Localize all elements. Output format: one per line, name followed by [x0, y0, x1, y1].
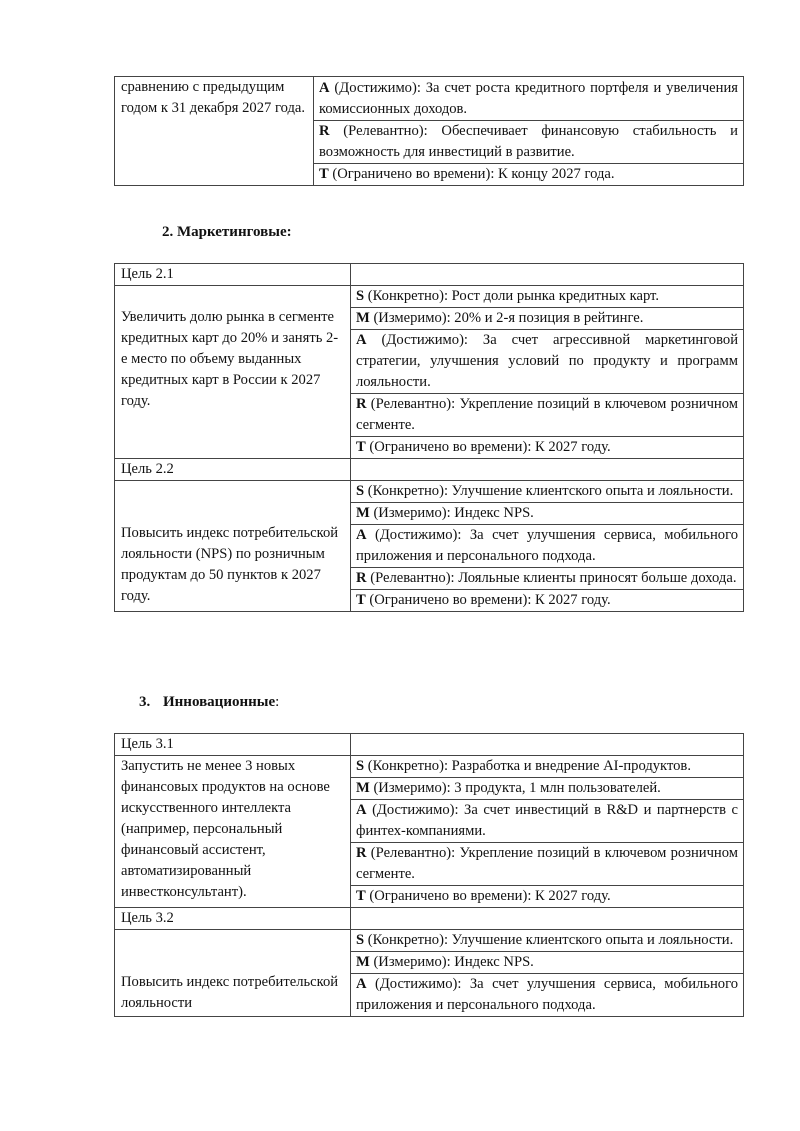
- criteria-row: T (Ограничено во времени): К 2027 году.: [356, 888, 611, 904]
- goal-text-cell: [115, 77, 314, 186]
- goal-text-cell: [115, 286, 351, 459]
- goal-text: Запустить не менее 3 новых финансовых продуктов на основе искусственного интеллекта (например, персональный финансовый ассистент, автоматизированный инвестконсультант).: [121, 758, 330, 900]
- criteria-row: A (Достижимо): За счет инвестиций в R&D и партнерств с финтех-компаниями.: [351, 800, 743, 843]
- criteria-row: S (Конкретно): Улучшение клиентского опыта и лояльности.: [351, 930, 743, 952]
- criteria-list: [351, 930, 743, 1016]
- goals-table-3: [114, 733, 744, 1017]
- goal-text: сравнению с предыдущим годом к 31 декабря 2027 года.: [121, 79, 306, 116]
- criteria-row: M (Измеримо): 20% и 2-я позиция в рейтинге.: [351, 308, 743, 330]
- criteria-row: A (Достижимо): За счет роста кредитного портфеля и увеличения комиссионных доходов.: [314, 77, 743, 121]
- criteria-row: R (Релевантно): Укрепление позиций в ключевом розничном сегменте.: [351, 843, 743, 886]
- criteria-cell: [351, 286, 744, 459]
- criteria-row: S (Конкретно): Улучшение клиентского опыта и лояльности.: [351, 481, 743, 503]
- empty-cell: [351, 908, 744, 930]
- criteria-row: R (Релевантно): Лояльные клиенты приносят больше дохода.: [351, 568, 743, 590]
- criteria-cell: [314, 77, 744, 186]
- criteria-cell: [351, 481, 744, 612]
- criteria-row: S (Конкретно): Разработка и внедрение AI-продуктов.: [351, 756, 743, 778]
- criteria-row: T (Ограничено во времени): К 2027 году.: [356, 592, 611, 608]
- section-heading: 3. Инновационные:: [139, 694, 280, 710]
- empty-cell: [351, 459, 744, 481]
- goal-label-cell: Цель 2.2: [115, 459, 351, 481]
- criteria-row: M (Измеримо): Индекс NPS.: [351, 952, 743, 974]
- section-heading: 2. Маркетинговые:: [162, 224, 292, 240]
- goal-text: Повысить индекс потребительской лояльности: [121, 974, 339, 1011]
- criteria-list: [351, 481, 743, 611]
- goal-label-cell: Цель 3.2: [115, 908, 351, 930]
- criteria-list: [314, 77, 743, 185]
- criteria-list: [351, 756, 743, 907]
- goal-label-cell: Цель 2.1: [115, 264, 351, 286]
- goal-text-cell: [115, 756, 351, 908]
- criteria-cell: [351, 756, 744, 908]
- criteria-row: A (Достижимо): За счет улучшения сервиса, мобильного приложения и персонального подхода.: [351, 525, 743, 568]
- goal-label-cell: Цель 3.1: [115, 734, 351, 756]
- goal-text-cell: [115, 930, 351, 1017]
- criteria-row: R (Релевантно): Обеспечивает финансовую стабильность и возможность для инвестиций в развитие.: [314, 121, 743, 164]
- empty-cell: [351, 264, 744, 286]
- criteria-row: M (Измеримо): Индекс NPS.: [351, 503, 743, 525]
- goal-text-cell: [115, 481, 351, 612]
- criteria-row: T (Ограничено во времени): К 2027 году.: [356, 439, 611, 455]
- top-goal-table: [114, 76, 744, 186]
- criteria-row: R (Релевантно): Укрепление позиций в ключевом розничном сегменте.: [351, 394, 743, 437]
- criteria-row: M (Измеримо): 3 продукта, 1 млн пользователей.: [351, 778, 743, 800]
- criteria-row: A (Достижимо): За счет агрессивной маркетинговой стратегии, улучшения условий по продукту и программ лояльности.: [351, 330, 743, 394]
- goal-text: Увеличить долю рынка в сегменте кредитных карт до 20% и занять 2-е место по объему выданных кредитных карт в России к 2027 году.: [121, 309, 339, 409]
- empty-cell: [351, 734, 744, 756]
- criteria-list: [351, 286, 743, 458]
- goal-text: Повысить индекс потребительской лояльности (NPS) по розничным продуктам до 50 пунктов к 2027 году.: [121, 525, 339, 604]
- criteria-row: S (Конкретно): Рост доли рынка кредитных карт.: [351, 286, 743, 308]
- criteria-row: A (Достижимо): За счет улучшения сервиса, мобильного приложения и персонального подхода.: [356, 976, 738, 1013]
- criteria-row: T (Ограничено во времени): К концу 2027 года.: [319, 166, 615, 182]
- goals-table-2: [114, 263, 744, 612]
- criteria-cell: [351, 930, 744, 1017]
